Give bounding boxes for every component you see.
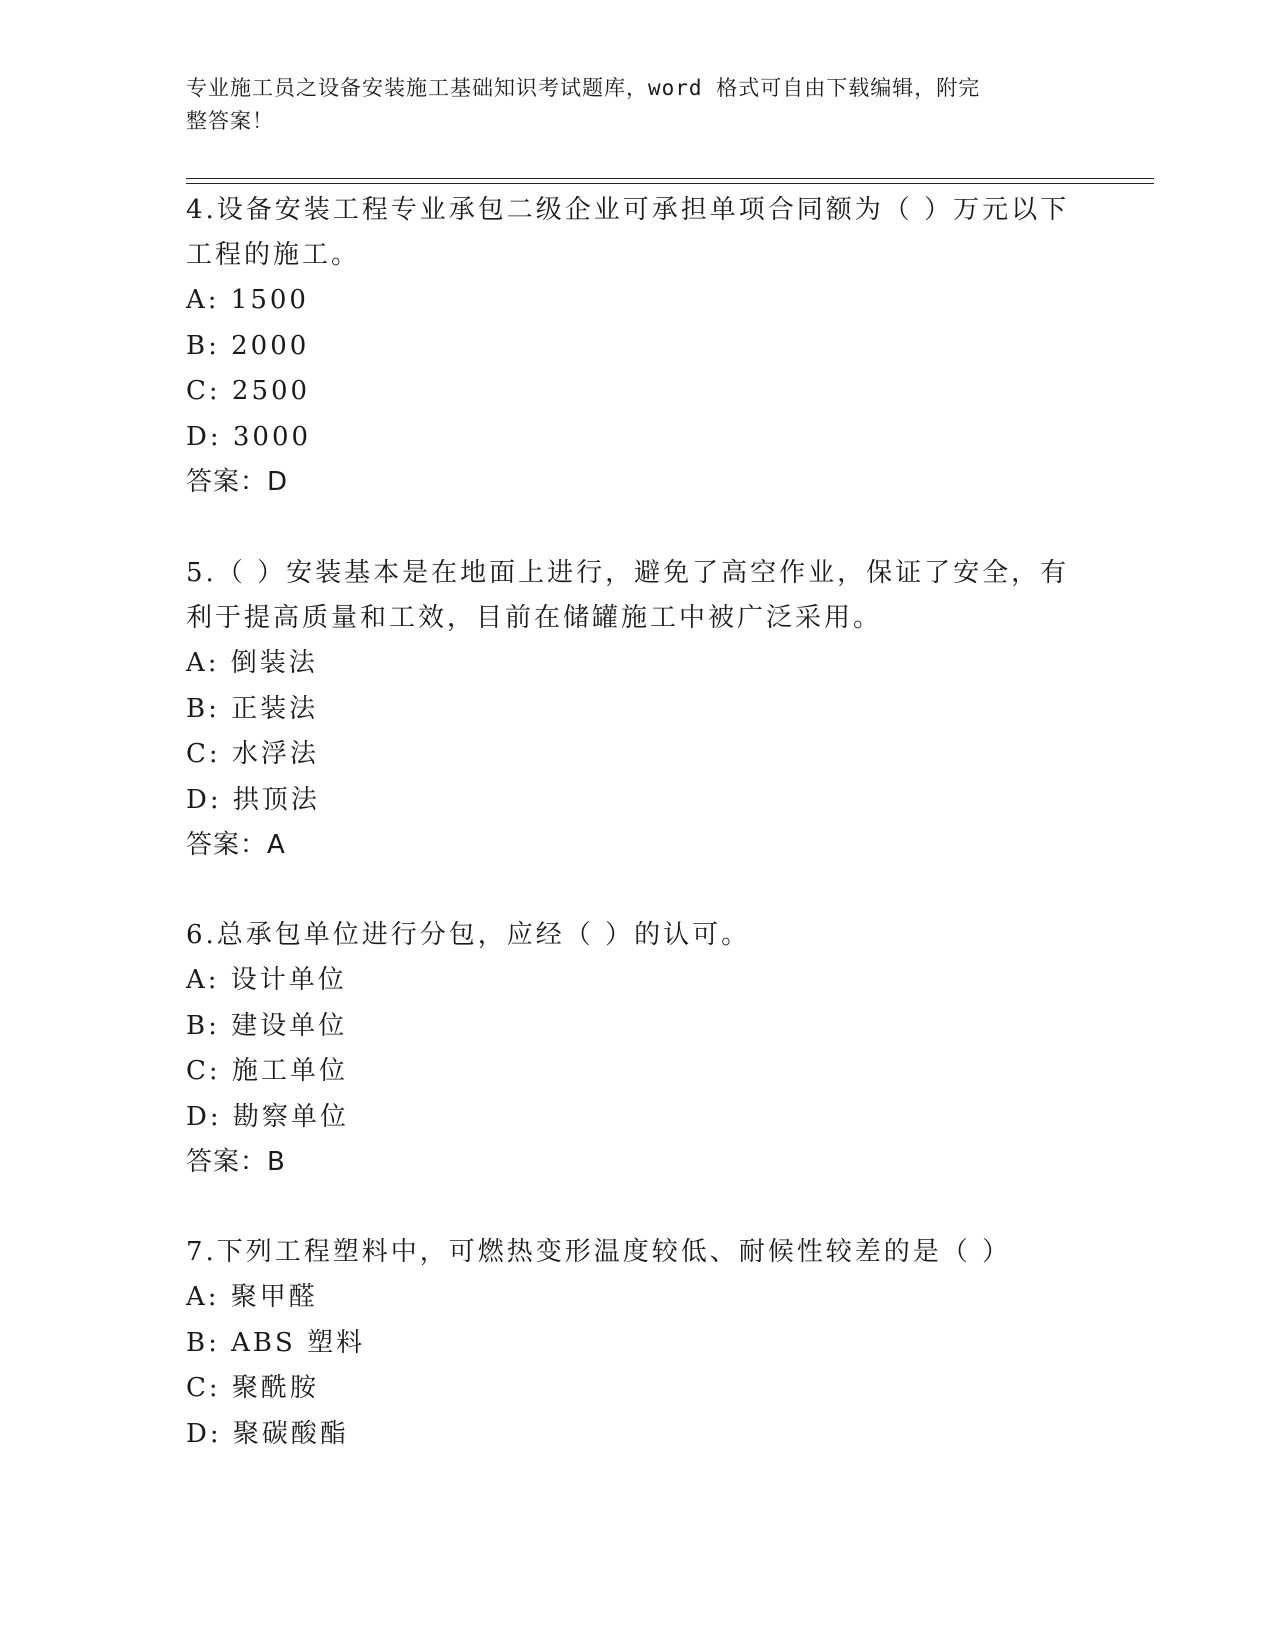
question-text-line: 6.总承包单位进行分包，应经（ ）的认可。 (186, 920, 751, 950)
option-b: B: 正装法 (186, 693, 319, 724)
option-b: B: 2000 (186, 330, 310, 361)
header-divider-bottom (186, 183, 1154, 184)
option-c: C: 水浮法 (186, 739, 319, 769)
question-7 (186, 1230, 1086, 1457)
answer: 答案：D (186, 467, 289, 497)
header-line-2: 整答案！ (186, 109, 274, 133)
question-6 (186, 913, 1086, 1185)
header-line-1: 专业施工员之设备安装施工基础知识考试题库，word 格式可自由下载编辑，附完 (186, 76, 981, 100)
option-a: A: 1500 (186, 285, 309, 315)
option-c: C: 2500 (186, 376, 311, 406)
option-a: A: 倒装法 (186, 648, 318, 678)
question-text-line: 5.（ ）安装基本是在地面上进行，避免了高空作业，保证了安全，有 (186, 558, 1070, 588)
option-b: B: 建设单位 (186, 1010, 348, 1041)
question-text-line: 4.设备安装工程专业承包二级企业可承担单项合同额为（ ）万元以下 (186, 195, 1070, 225)
question-text-line: 7.下列工程塑料中，可燃热变形温度较低、耐候性较差的是（ ） (186, 1237, 1012, 1267)
option-b: B: ABS 塑料 (186, 1327, 366, 1358)
question-text-line: 利于提高质量和工效，目前在储罐施工中被广泛采用。 (186, 603, 883, 633)
option-d: D: 拱顶法 (186, 784, 320, 815)
question-4 (186, 188, 1086, 505)
option-d: D: 3000 (186, 421, 312, 452)
option-d: D: 勘察单位 (186, 1101, 349, 1132)
option-a: A: 设计单位 (186, 965, 347, 995)
option-c: C: 聚酰胺 (186, 1373, 319, 1403)
option-c: C: 施工单位 (186, 1056, 348, 1086)
question-5 (186, 551, 1086, 868)
header-divider-top (186, 178, 1154, 179)
document-header (186, 72, 1066, 138)
option-d: D: 聚碳酸酯 (186, 1418, 349, 1449)
answer: 答案：B (186, 1147, 286, 1177)
answer: 答案：A (186, 830, 286, 860)
option-a: A: 聚甲醛 (186, 1282, 318, 1312)
question-text-line: 工程的施工。 (186, 240, 361, 270)
